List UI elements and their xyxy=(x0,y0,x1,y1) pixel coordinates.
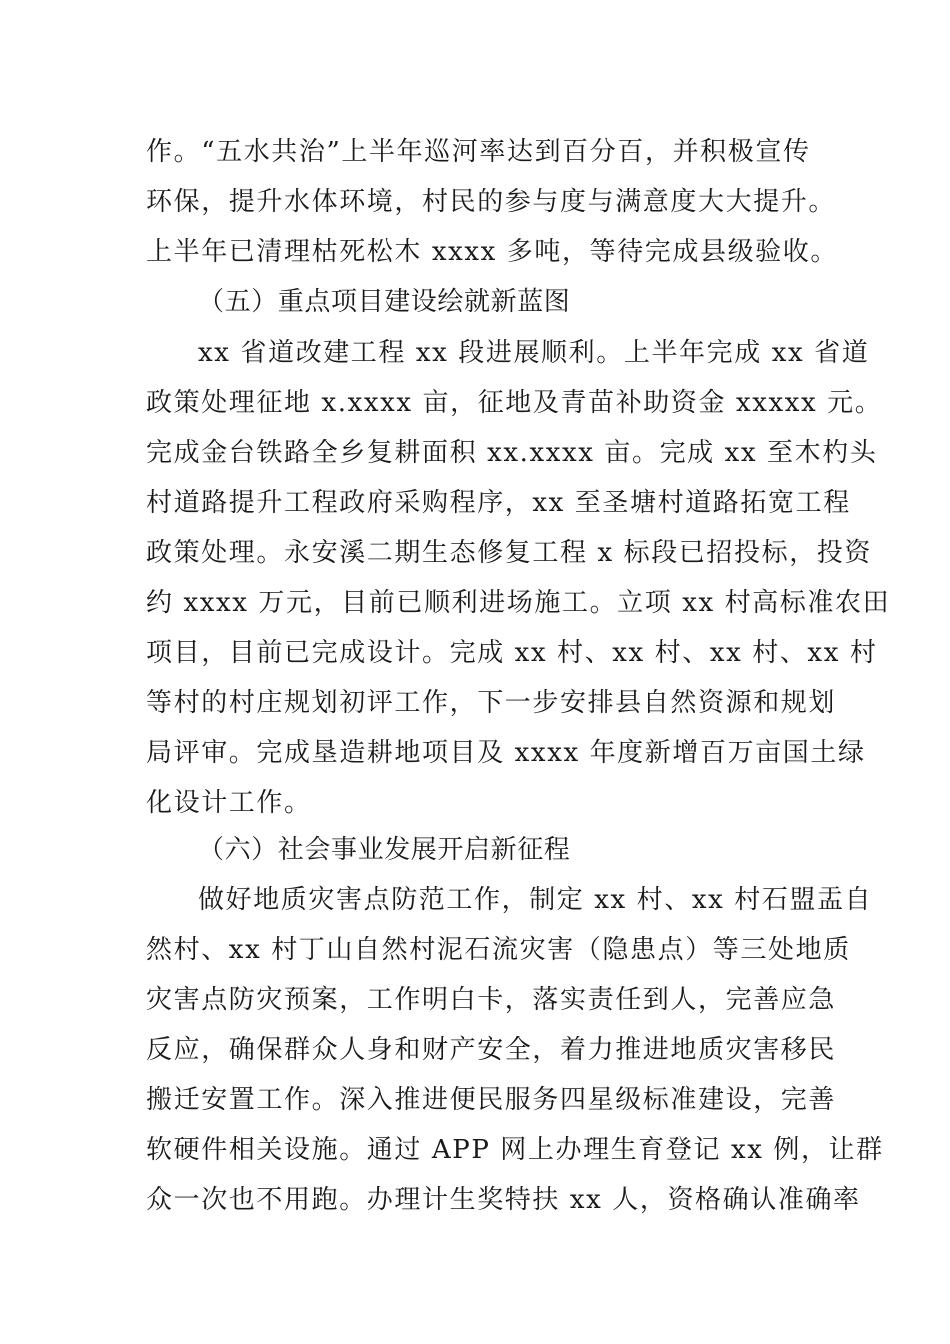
section5-line-3: 完成金台铁路全乡复耕面积 xx.xxxx 亩。完成 xx 至木杓头 xyxy=(146,438,878,468)
section5-line-5: 政策处理。永安溪二期生态修复工程 x 标段已招投标，投资 xyxy=(146,538,872,568)
section5-line-10: 化设计工作。 xyxy=(146,788,312,818)
section5-line-9: 局评审。完成垦造耕地项目及 xxxx 年度新增百万亩国土绿 xyxy=(146,738,866,768)
section6-line-7: 众一次也不用跑。办理计生奖特扶 xx 人，资格确认准确率 xyxy=(146,1185,861,1215)
section5-line-1: xx 省道改建工程 xx 段进展顺利。上半年完成 xx 省道 xyxy=(198,338,870,368)
section6-line-4: 反应，确保群众人身和财产安全，着力推进地质灾害移民 xyxy=(146,1035,837,1065)
intro-line-1: 作。“五水共治”上半年巡河率达到百分百，并积极宣传 xyxy=(146,137,811,167)
section5-heading: （五）重点项目建设绘就新蓝图 xyxy=(198,287,571,317)
section5-line-8: 等村的村庄规划初评工作，下一步安排县自然资源和规划 xyxy=(146,688,837,718)
section6-line-3: 灾害点防灾预案，工作明白卡，落实责任到人，完善应急 xyxy=(146,985,837,1015)
section5-line-6: 约 xxxx 万元，目前已顺利进场施工。立项 xx 村高标准农田 xyxy=(146,588,891,618)
section6-line-2: 然村、xx 村丁山自然村泥石流灾害（隐患点）等三处地质 xyxy=(146,935,851,965)
intro-line-3: 上半年已清理枯死松木 xxxx 多吨，等待完成县级验收。 xyxy=(146,237,838,267)
section6-line-5: 搬迁安置工作。深入推进便民服务四星级标准建设，完善 xyxy=(146,1085,837,1115)
section6-line-6: 软硬件相关设施。通过 APP 网上办理生育登记 xx 例，让群 xyxy=(146,1135,884,1165)
section6-line-1: 做好地质灾害点防范工作，制定 xx 村、xx 村石盟盂自 xyxy=(198,885,873,915)
section5-line-2: 政策处理征地 x.xxxx 亩，征地及青苗补助资金 xxxxx 元。 xyxy=(146,388,883,418)
section6-heading: （六）社会事业发展开启新征程 xyxy=(198,835,571,865)
intro-line-2: 环保，提升水体环境，村民的参与度与满意度大大提升。 xyxy=(146,187,837,217)
section5-line-4: 村道路提升工程政府采购程序，xx 至圣塘村道路拓宽工程 xyxy=(146,488,851,518)
section5-line-7: 项目，目前已完成设计。完成 xx 村、xx 村、xx 村、xx 村 xyxy=(146,638,878,668)
